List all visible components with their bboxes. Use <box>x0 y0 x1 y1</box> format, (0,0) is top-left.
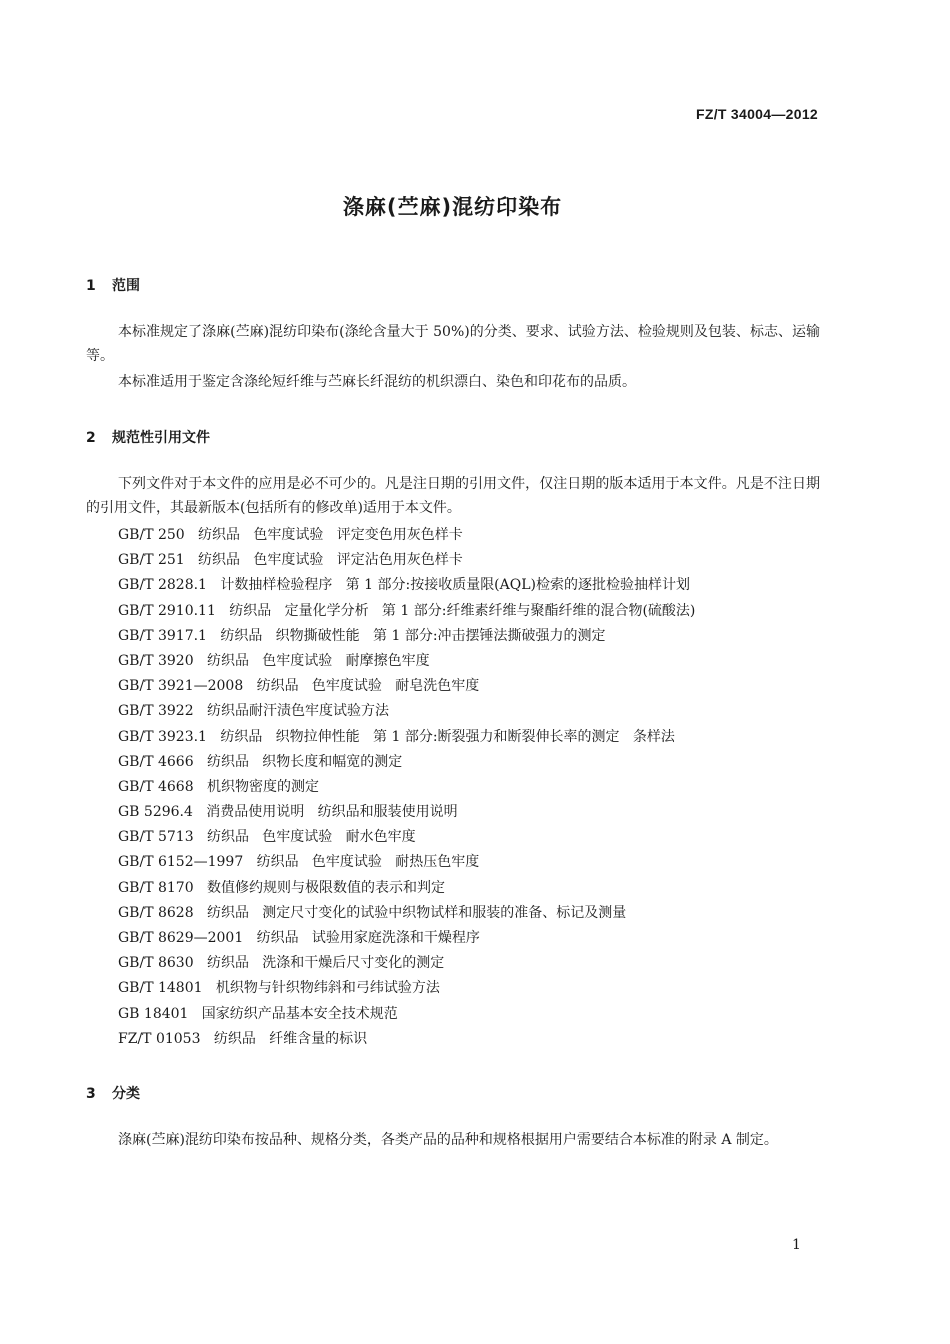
reference-item: GB 18401 国家纺织产品基本安全技术规范 <box>118 1005 398 1022</box>
page-number: 1 <box>792 1237 801 1253</box>
document-title: 涤麻(苎麻)混纺印染布 <box>342 195 563 219</box>
section-3-heading <box>86 1083 140 1103</box>
section-2-heading <box>86 427 210 447</box>
section-title: 分类 <box>112 1086 140 1102</box>
reference-item: GB/T 3920 纺织品 色牢度试验 耐摩擦色牢度 <box>118 652 430 669</box>
reference-item: GB/T 250 纺织品 色牢度试验 评定变色用灰色样卡 <box>118 527 463 543</box>
reference-item: GB/T 8628 纺织品 测定尺寸变化的试验中织物试样和服装的准备、标记及测量 <box>118 904 627 921</box>
reference-item: GB/T 6152—1997 纺织品 色牢度试验 耐热压色牢度 <box>118 854 480 871</box>
reference-item: FZ/T 01053 纺织品 纤维含量的标识 <box>118 1030 368 1047</box>
reference-item: GB/T 2910.11 纺织品 定量化学分析 第 1 部分:纤维素纤维与聚酯纤维的混合物(硫酸法) <box>118 602 696 619</box>
section-title: 范围 <box>112 278 140 294</box>
reference-item: GB 5296.4 消费品使用说明 纺织品和服装使用说明 <box>118 804 458 821</box>
reference-item: GB/T 5713 纺织品 色牢度试验 耐水色牢度 <box>118 829 416 846</box>
reference-item: GB/T 3923.1 纺织品 织物拉伸性能 第 1 部分:断裂强力和断裂伸长率的测定 条样法 <box>118 728 675 745</box>
section-number: 1 <box>86 278 96 294</box>
normative-reference-list <box>118 523 695 1052</box>
section-title: 规范性引用文件 <box>112 430 210 446</box>
reference-item: GB/T 8630 纺织品 洗涤和干燥后尺寸变化的测定 <box>118 955 445 972</box>
reference-item: GB/T 14801 机织物与针织物纬斜和弓纬试验方法 <box>118 980 440 997</box>
reference-item: GB/T 3922 纺织品耐汗渍色牢度试验方法 <box>118 703 389 720</box>
reference-item: GB/T 251 纺织品 色牢度试验 评定沾色用灰色样卡 <box>118 552 463 569</box>
reference-item: GB/T 4668 机织物密度的测定 <box>118 778 319 795</box>
reference-item: GB/T 4666 纺织品 织物长度和幅宽的测定 <box>118 753 403 770</box>
reference-item: GB/T 8170 数值修约规则与极限数值的表示和判定 <box>118 879 445 896</box>
reference-item: GB/T 2828.1 计数抽样检验程序 第 1 部分:按接收质量限(AQL)检索的逐批检验抽样计划 <box>118 577 690 594</box>
section-number: 3 <box>86 1086 96 1102</box>
section-number: 2 <box>86 430 96 446</box>
standard-number: FZ/T 34004—2012 <box>695 106 818 122</box>
section-2-paragraph-1: 下列文件对于本文件的应用是必不可少的。凡是注日期的引用文件，仅注日期的版本适用于本文件。凡是不注日期的引用文件，其最新版本(包括所有的修改单)适用于本文件。 <box>86 476 820 516</box>
section-1-paragraph-1: 本标准规定了涤麻(苎麻)混纺印染布(涤纶含量大于 50%)的分类、要求、试验方法、检验规则及包装、标志、运输等。 <box>86 324 820 364</box>
section-1-heading <box>86 275 140 295</box>
section-1-paragraph-2: 本标准适用于鉴定含涤纶短纤维与苎麻长纤混纺的机织漂白、染色和印花布的品质。 <box>118 374 636 390</box>
reference-item: GB/T 3917.1 纺织品 织物撕破性能 第 1 部分:冲击摆锤法撕破强力的测定 <box>118 627 606 644</box>
section-3-paragraph-1: 涤麻(苎麻)混纺印染布按品种、规格分类，各类产品的品种和规格根据用户需要结合本标准的附录 A 制定。 <box>118 1132 778 1148</box>
reference-item: GB/T 3921—2008 纺织品 色牢度试验 耐皂洗色牢度 <box>118 678 480 695</box>
reference-item: GB/T 8629—2001 纺织品 试验用家庭洗涤和干燥程序 <box>118 930 480 946</box>
